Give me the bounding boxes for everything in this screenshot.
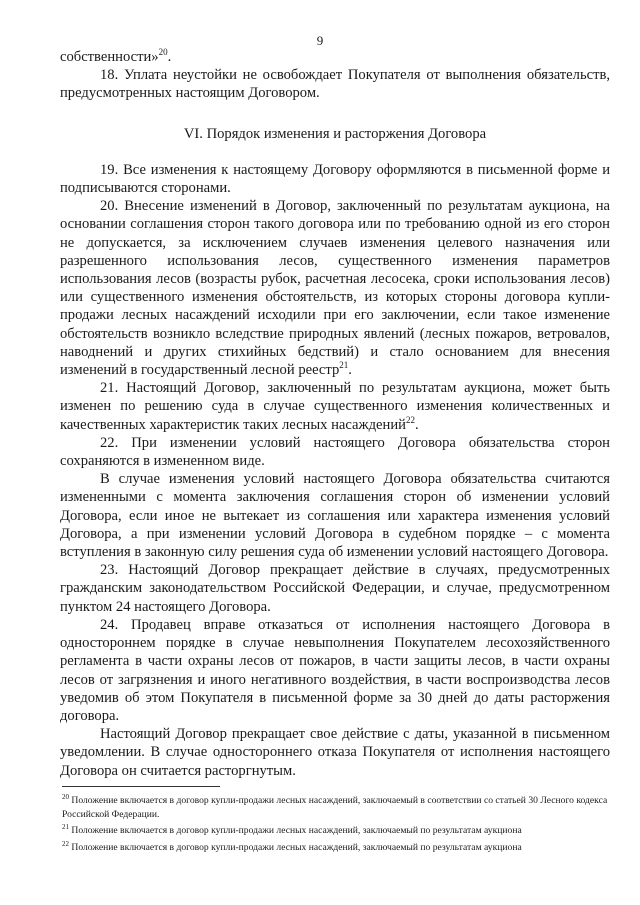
paragraph-24-continued: Настоящий Договор прекращает свое действие с даты, указанной в письменном уведомлении. В случае одностороннего отказа Покупателя от исполнения настоящего Договора он считается расторгнутым.	[60, 726, 610, 779]
paragraph-17-end: собственности»$^{20}$.	[60, 47, 172, 65]
paragraph-22: 22. При изменении условий настоящего Договора обязательства сторон сохраняются в измененном виде.	[60, 434, 610, 470]
paragraph-21: 21. Настоящий Договор, заключенный по результатам аукциона, может быть изменен по решению суда в случае существенного изменения количественных и качественных характеристик таких лесных насаждений$^{22}$.	[60, 380, 610, 433]
document-body	[60, 48, 610, 780]
footnote-20: $^{20}$ Положение включается в договор купли-продажи лесных насаждений, заключаемый в соответствии со статьей 30 Лесного кодекса Российской Федерации.	[62, 792, 608, 820]
paragraph-22-continued: В случае изменения условий настоящего Договора обязательства считаются измененными с момента заключения соглашения сторон об изменении условий Договора, если иное не вытекает из соглашения или характера изменения условий Договора, а при изменении условий Договора в судебном порядке – с момента вступления в законную силу решения суда об изменении условий настоящего Договора.	[60, 471, 610, 561]
footnote-ref-20: 20	[158, 47, 168, 58]
footnotes	[62, 794, 610, 857]
paragraph-23: 23. Настоящий Договор прекращает действие в случаях, предусмотренных гражданским законодательством Российской Федерации, и случае, предусмотренном пунктом 24 настоящего Договора.	[60, 562, 610, 615]
section-heading: VI. Порядок изменения и расторжения Договора	[183, 125, 487, 142]
paragraph-19: 19. Все изменения к настоящему Договору оформляются в письменной форме и подписываются сторонами.	[60, 161, 610, 197]
paragraph-20: 20. Внесение изменений в Договор, заключенный по результатам аукциона, на основании соглашения сторон такого договора или по требованию одной из его сторон не допускается, за исключением случаев изменения целевого назначения или разрешенного использования лесов, существенного изменения параметров использования лесов (возрасты рубок, расчетная лесосека, сроки использования лесов) или существенного изменения обстоятельств, из которых стороны договора купли-продажи лесных насаждений исходили при его заключении, если такое изменение обстоятельств возникло вследствие природных явлений (лесных пожаров, ветровалов, наводнений и других стихийных бедствий) и стало основанием для внесения изменений в государственный лесной реестр$^{21}$.	[60, 198, 610, 379]
footnote-divider	[62, 786, 220, 787]
footnote-ref-22: 22	[405, 414, 415, 425]
footnote-21: $^{21}$ Положение включается в договор купли-продажи лесных насаждений, заключаемый по результатам аукциона	[62, 822, 522, 836]
paragraph-24: 24. Продавец вправе отказаться от исполнения настоящего Договора в одностороннем порядке в случае невыполнения Покупателем лесохозяйственного регламента в части охраны лесов от пожаров, в части защиты лесов, в части охраны лесов от загрязнения и иного негативного воздействия, в части воспроизводства лесов уведомив об этом Покупателя в письменной форме за 30 дней до даты расторжения договора.	[60, 616, 610, 724]
footnote-ref-21: 21	[339, 360, 349, 371]
footnote-22: $^{22}$ Положение включается в договор купли-продажи лесных насаждений, заключаемый по результатам аукциона	[62, 839, 522, 853]
paragraph-18: 18. Уплата неустойки не освобождает Покупателя от выполнения обязательств, предусмотренных настоящим Договором.	[60, 67, 610, 102]
page-number: 9	[316, 33, 324, 48]
